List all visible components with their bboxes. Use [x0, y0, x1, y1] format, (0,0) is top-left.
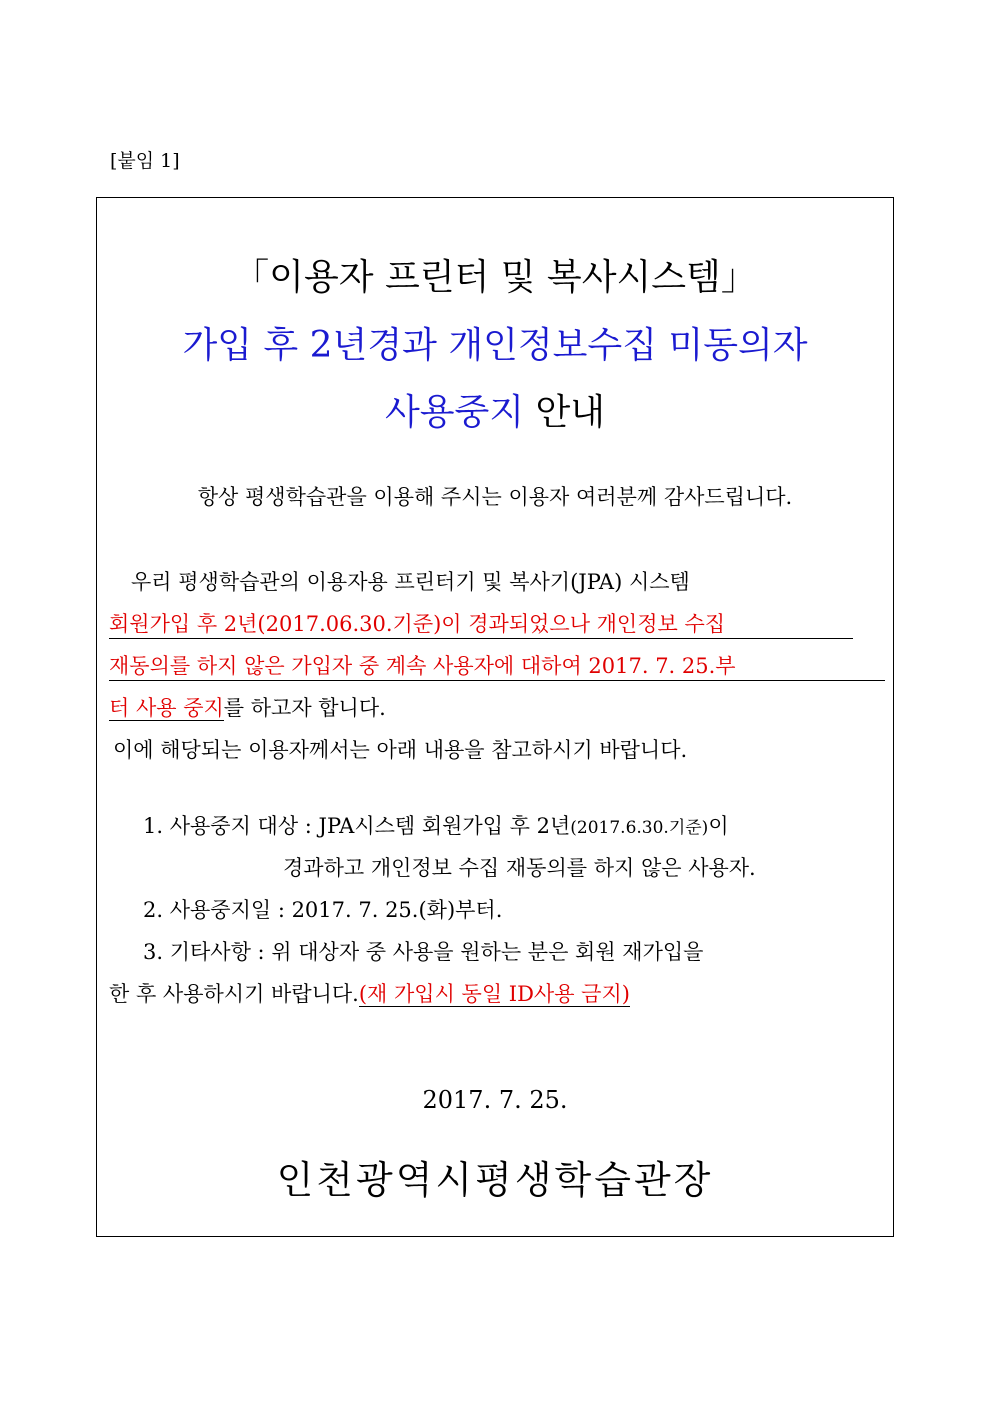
item-2: 2. 사용중지일 : 2017. 7. 25.(화)부터.: [143, 898, 503, 922]
item-1-date: (2017.6.30.기준): [570, 818, 709, 838]
title-line-1: 「이용자 프린터 및 복사시스템」: [233, 257, 757, 298]
title-line-2: 가입 후 2년경과 개인정보수집 미동의자: [182, 325, 808, 366]
title-suspension-word: 사용중지: [384, 392, 525, 433]
item-1-text: 1. 사용중지 대상 : JPA시스템 회원가입 후 2년: [143, 814, 571, 838]
body-line-2: 회원가입 후 2년(2017.06.30.기준)이 경과되었으나 개인정보 수집: [109, 608, 853, 639]
body-line-3: 재동의를 하지 않은 가입자 중 계속 사용자에 대하여 2017. 7. 25.부: [109, 650, 885, 681]
body-line-4-rest: 를 하고자 합니다.: [223, 696, 386, 720]
item-1-continued: 경과하고 개인정보 수집 재동의를 하지 않은 사용자.: [283, 856, 756, 880]
item-3-text: 한 후 사용하시기 바랍니다.: [109, 982, 359, 1006]
notice-date: 2017. 7. 25.: [422, 1086, 568, 1114]
id-reuse-warning: (재 가입시 동일 ID사용 금지): [358, 982, 630, 1006]
body-line-4: [109, 692, 386, 722]
title-notice-word: 안내: [524, 392, 606, 433]
organization-name: 인천광역시평생학습관장: [276, 1158, 714, 1202]
suspension-phrase: 터 사용 중지: [109, 696, 224, 720]
greeting: 항상 평생학습관을 이용해 주시는 이용자 여러분께 감사드립니다.: [197, 485, 793, 509]
notice-frame: [96, 197, 894, 1237]
body-line-1: 우리 평생학습관의 이용자용 프린터기 및 복사기(JPA) 시스템: [131, 570, 690, 594]
body-line-5: 이에 해당되는 이용자께서는 아래 내용을 참고하시기 바랍니다.: [113, 738, 688, 762]
item-1-end: 이: [708, 814, 729, 838]
item-1: [143, 810, 729, 840]
title-line-3: [97, 384, 893, 435]
attachment-label: [붙임 1]: [110, 150, 180, 172]
item-3: 3. 기타사항 : 위 대상자 중 사용을 원하는 분은 회원 재가입을: [143, 940, 704, 964]
item-3-continued: [109, 978, 630, 1008]
